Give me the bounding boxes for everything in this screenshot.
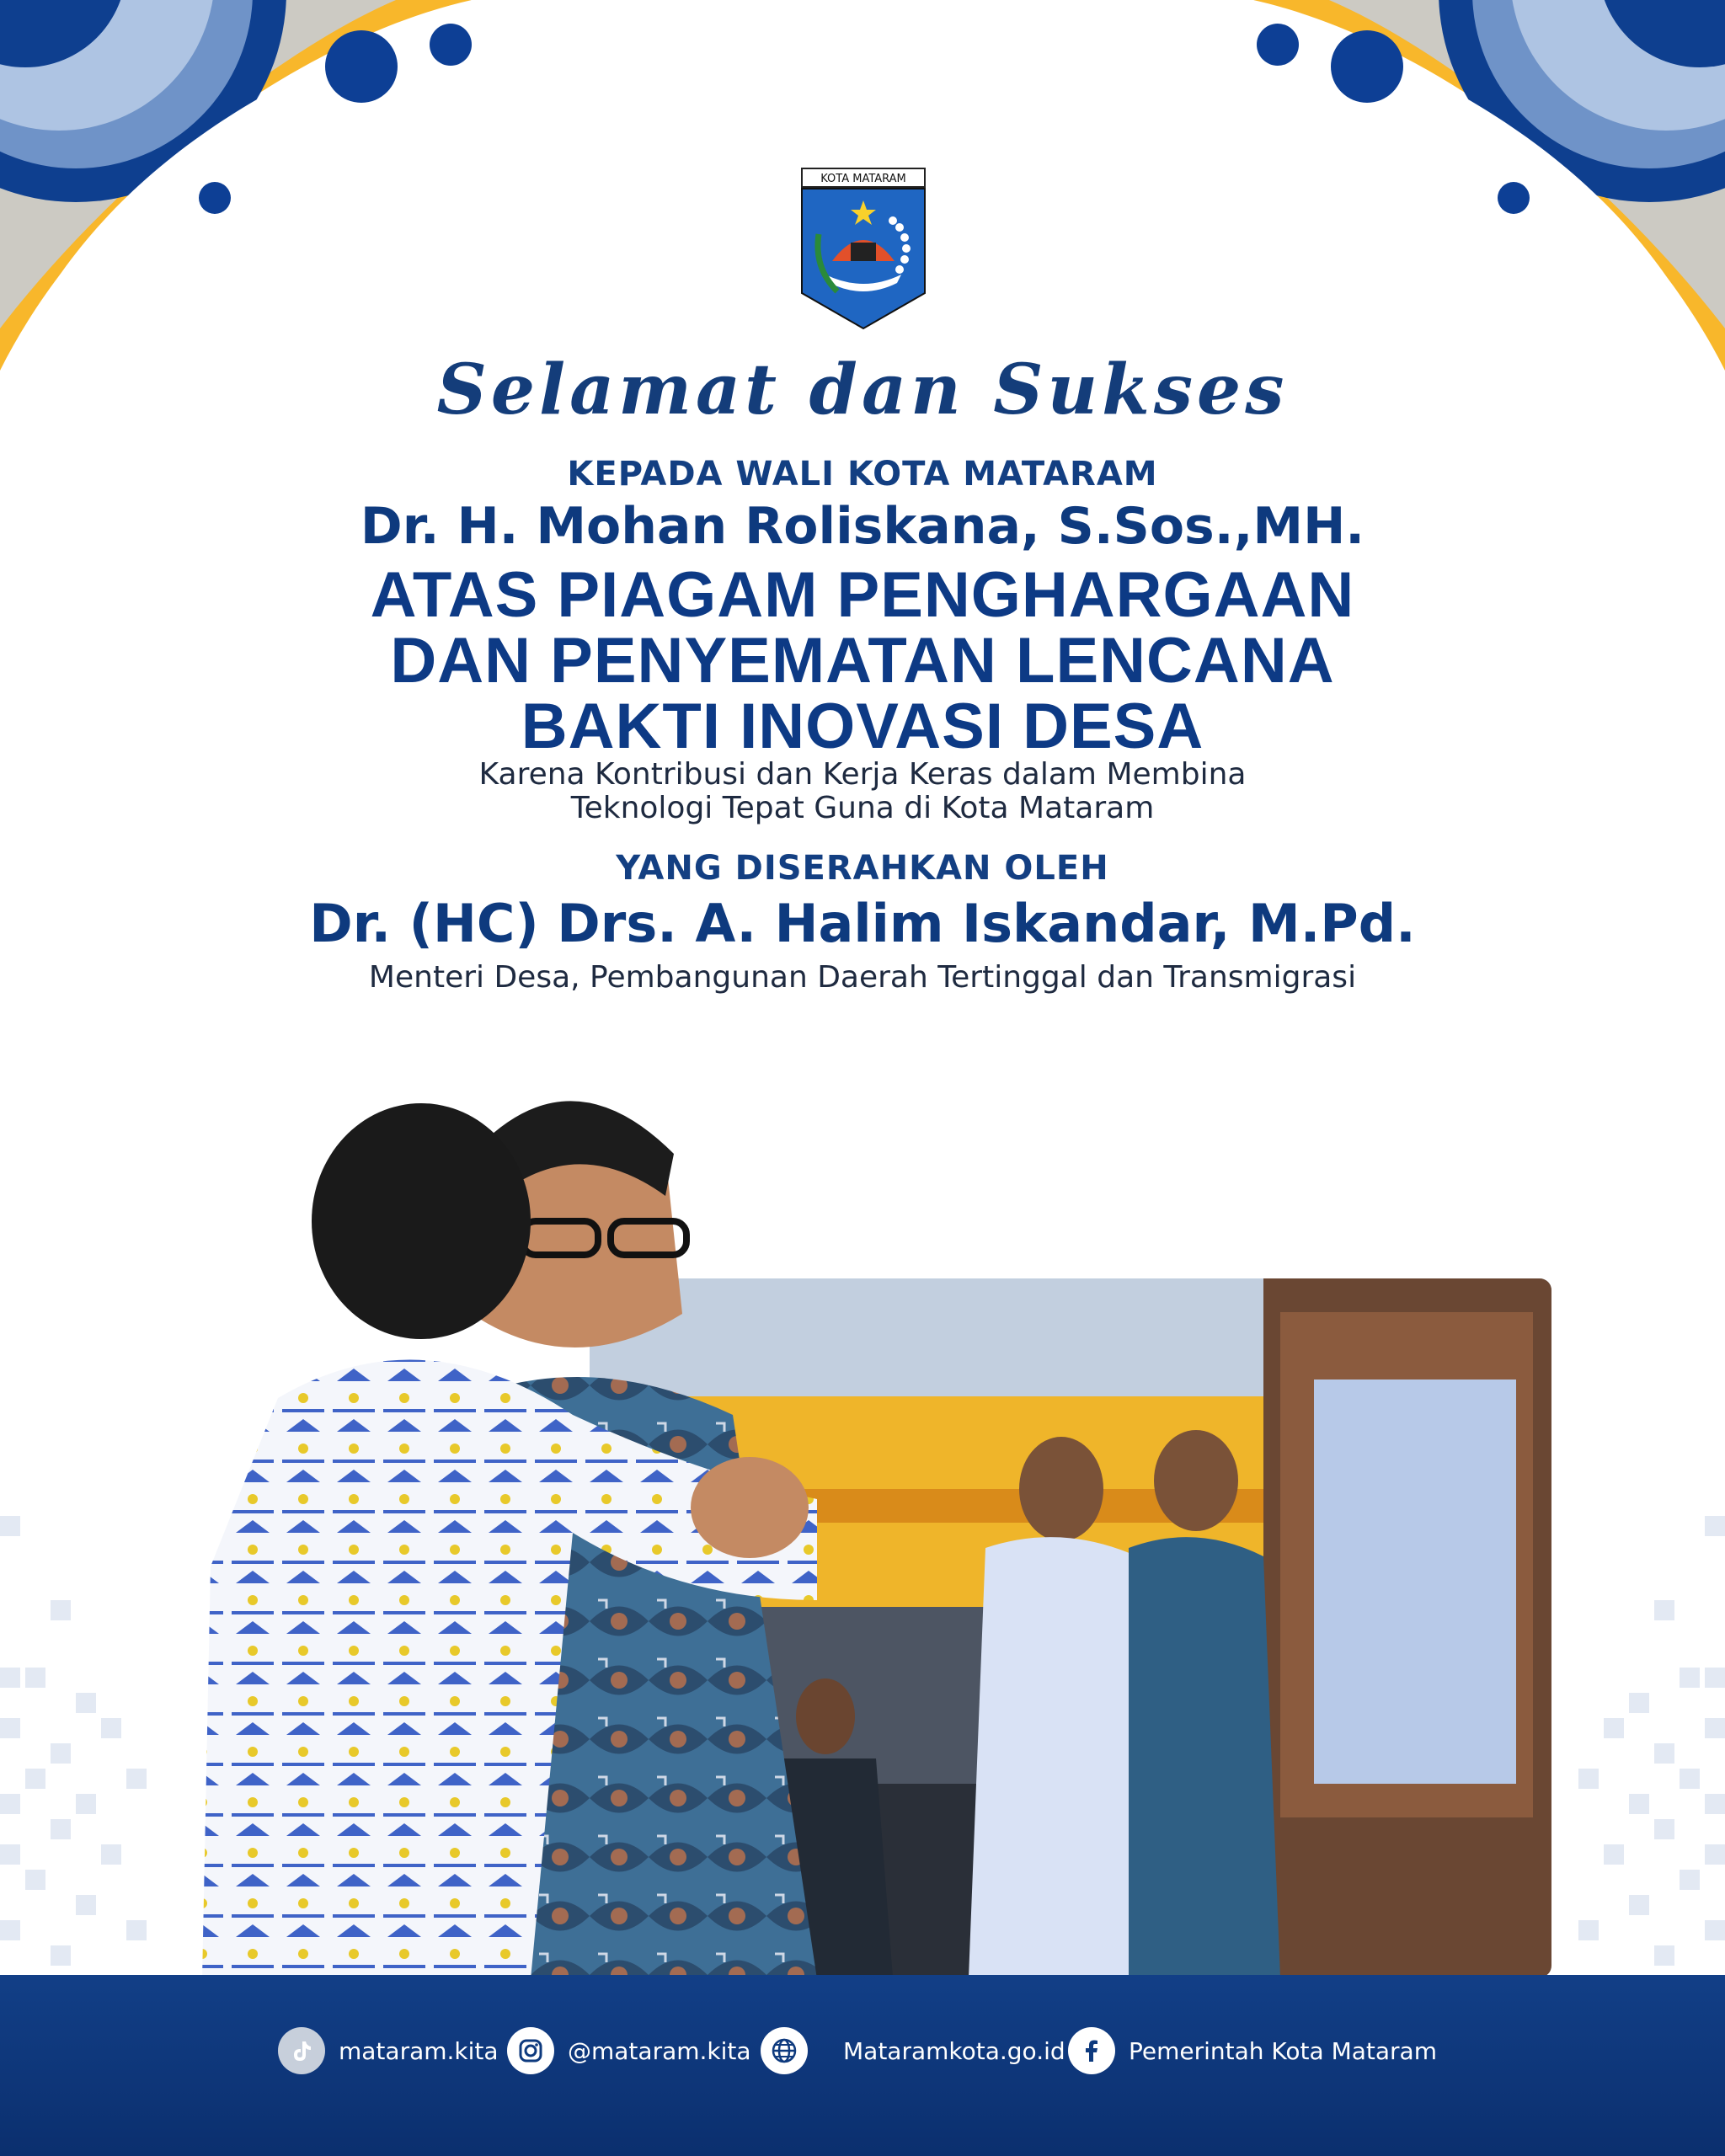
- decor-dot: [430, 24, 472, 66]
- tiktok-icon: [278, 2027, 325, 2074]
- tiktok-link[interactable]: [278, 2027, 499, 2074]
- reason-line: Teknologi Tepat Guna di Kota Mataram: [570, 791, 1155, 825]
- website-link[interactable]: [761, 2027, 1065, 2074]
- greeting-title: Selamat dan Sukses: [436, 350, 1289, 430]
- reason-line: Karena Kontribusi dan Kerja Keras dalam Membina: [478, 757, 1247, 792]
- award-line: BAKTI INOVASI DESA: [521, 691, 1204, 762]
- website-label: Mataramkota.go.id: [843, 2036, 1065, 2065]
- presenter-name: Dr. (HC) Drs. A. Halim Iskandar, M.Pd.: [309, 893, 1416, 954]
- globe-icon: [761, 2027, 808, 2074]
- instagram-label: @mataram.kita: [568, 2036, 751, 2065]
- to-line: KEPADA WALI KOTA MATARAM: [567, 455, 1158, 494]
- award-line: DAN PENYEMATAN LENCANA: [390, 625, 1335, 696]
- decor-dot: [325, 30, 398, 103]
- recipient-name: Dr. H. Mohan Roliskana, S.Sos.,MH.: [360, 497, 1365, 556]
- event-photo-foreground: [177, 1061, 1070, 1979]
- decor-dot: [1331, 30, 1403, 103]
- instagram-icon: [507, 2027, 554, 2074]
- award-heading: [0, 559, 1725, 762]
- kota-mataram-emblem: [800, 167, 927, 331]
- facebook-label: Pemerintah Kota Mataram: [1129, 2036, 1437, 2065]
- social-footer: [0, 1975, 1725, 2156]
- award-line: ATAS PIAGAM PENGHARGAAN: [370, 559, 1355, 631]
- facebook-link[interactable]: [1068, 2027, 1437, 2074]
- presented-by-label: YANG DISERAHKAN OLEH: [616, 849, 1109, 888]
- decor-dot: [199, 182, 231, 214]
- tiktok-label: mataram.kita: [339, 2036, 499, 2065]
- instagram-link[interactable]: [507, 2027, 751, 2074]
- emblem-text: KOTA MATARAM: [820, 173, 906, 185]
- presenter-title: Menteri Desa, Pembangunan Daerah Tertinggal dan Transmigrasi: [368, 960, 1357, 995]
- facebook-icon: [1068, 2027, 1115, 2074]
- reason-text: [0, 758, 1725, 825]
- decor-dot: [1498, 182, 1530, 214]
- decor-dot: [1257, 24, 1299, 66]
